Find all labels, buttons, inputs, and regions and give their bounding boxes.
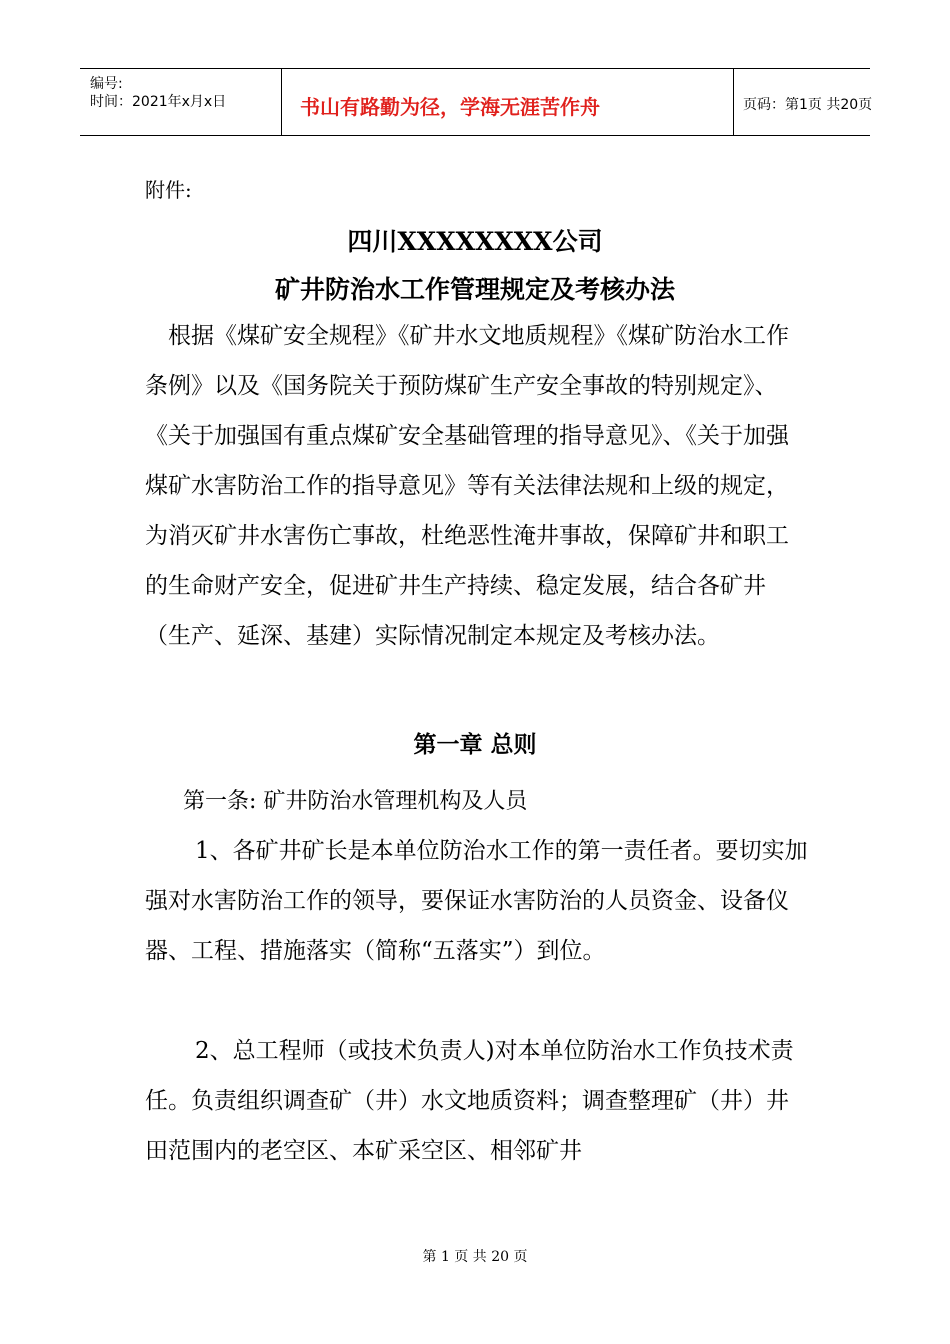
- page-footer: 第 1 页 共 20 页: [422, 1249, 528, 1265]
- header-page-cell: [734, 69, 873, 135]
- chapter-heading: 第一章 总则: [413, 731, 537, 758]
- document-title: 矿井防治水工作管理规定及考核办法: [274, 275, 675, 304]
- document-header: [80, 68, 873, 136]
- item-paragraph-1: 1、各矿井矿长是本单位防治水工作的第一责任者。要切实加强对水害防治工作的领导，要保证水害防治的人员资金、设备仪器、工程、措施落实（简称“五落实”）到位。: [145, 838, 808, 964]
- document-time-label: 时间：2021年x月x日: [90, 94, 227, 110]
- header-meta-cell: [80, 69, 281, 135]
- company-title: 四川XXXXXXXX公司: [347, 227, 603, 256]
- item-paragraph-2: 2、总工程师（或技术负责人)对本单位防治水工作负技术责任。负责组织调查矿（井）水文地质资料；调查整理矿（井）井田范围内的老空区、本矿采空区、相邻矿井: [145, 1038, 794, 1164]
- article-heading: 第一条: 矿井防治水管理机构及人员: [183, 789, 528, 814]
- document-number-label: 编号:: [90, 76, 123, 92]
- header-page-info: 页码：第1页 共20页: [743, 97, 873, 113]
- attachment-label: 附件:: [145, 178, 192, 202]
- header-motto: 书山有路勤为径，学海无涯苦作舟: [300, 95, 600, 119]
- header-motto-cell: [281, 69, 734, 135]
- intro-paragraph: 根据《煤矿安全规程》《矿井水文地质规程》《煤矿防治水工作条例》以及《国务院关于预防煤矿生产安全事故的特别规定》、《关于加强国有重点煤矿安全基础管理的指导意见》、《关于加强煤矿水害防治工作的指导意见》等有关法律法规和上级的规定，为消灭矿井水害伤亡事故，杜绝恶性淹井事故，保障矿井和职工的生命财产安全，促进矿井生产持续、稳定发展，结合各矿井（生产、延深、基建）实际情况制定本规定及考核办法。: [145, 323, 789, 649]
